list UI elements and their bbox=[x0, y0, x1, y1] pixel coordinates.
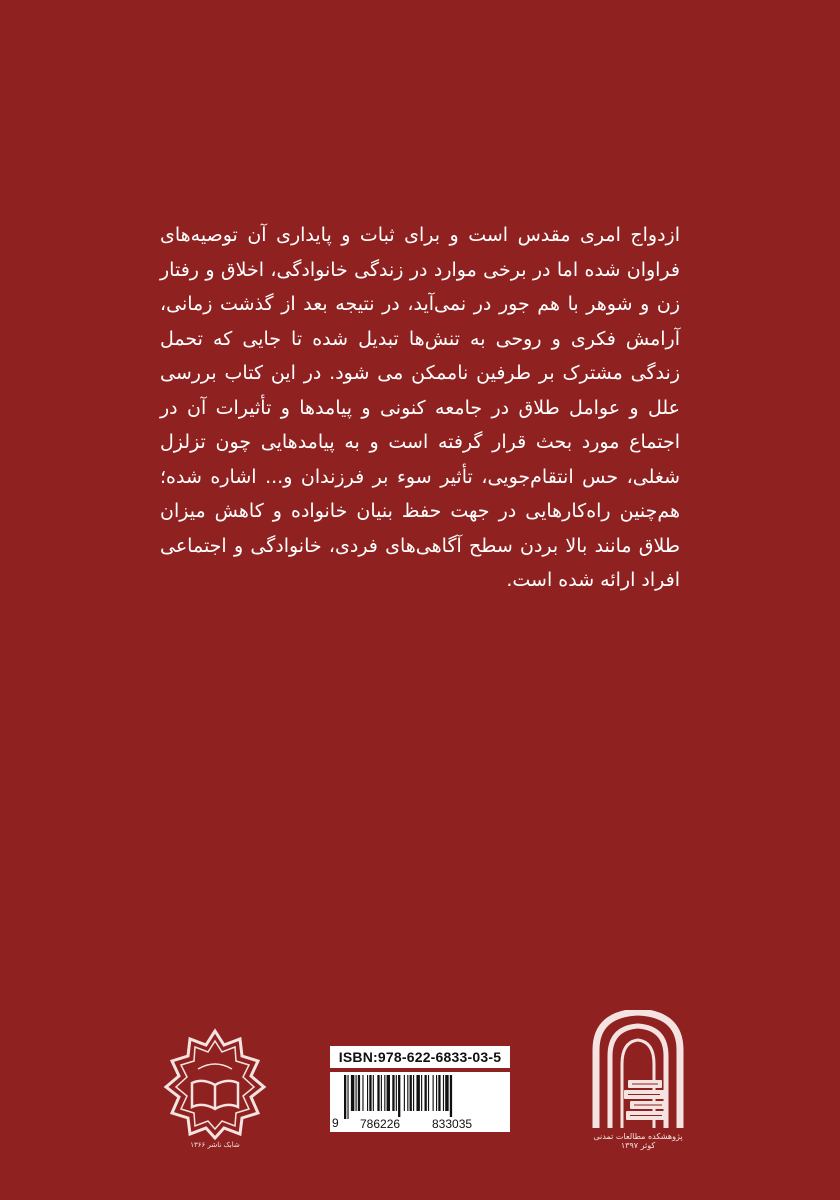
barcode-bar bbox=[445, 1075, 448, 1111]
barcode-bar bbox=[347, 1075, 348, 1119]
blurb-line: آرامش فکری و روحی به تنش‌ها تبدیل شده تا جایی که تحمل bbox=[160, 327, 680, 350]
barcode-bar bbox=[387, 1075, 390, 1111]
barcode-bar bbox=[392, 1075, 394, 1111]
back-cover-blurb bbox=[160, 218, 680, 598]
institute-caption: پژوهشکده مطالعات تمدنی کوثر ۱۳۹۷ bbox=[593, 1132, 683, 1150]
barcode-bar bbox=[443, 1075, 444, 1111]
barcode-bar bbox=[351, 1075, 354, 1111]
blurb-line: ازدواج امری مقدس است و برای ثبات و پایداری آن توصیه‌های bbox=[160, 224, 680, 246]
book-seal-icon bbox=[160, 1025, 270, 1141]
blurb-line: زندگی مشترک بر طرفین ناممکن می شود. در این کتاب بررسی bbox=[160, 362, 680, 384]
barcode-bar bbox=[377, 1075, 379, 1111]
barcode-bar bbox=[410, 1075, 412, 1111]
blurb-line: طلاق مانند بالا بردن سطح آگاهی‌های فردی، خانوادگی و اجتماعی bbox=[160, 534, 680, 557]
barcode-digit-group: 833035 bbox=[432, 1117, 473, 1131]
barcode bbox=[330, 1072, 510, 1132]
barcode-bar bbox=[421, 1075, 422, 1111]
isbn-barcode bbox=[330, 1046, 510, 1132]
barcode-bar bbox=[369, 1075, 371, 1111]
barcode-bar bbox=[356, 1075, 357, 1111]
barcode-bar bbox=[381, 1075, 382, 1111]
barcode-bar bbox=[407, 1075, 408, 1111]
institute-logo bbox=[588, 1010, 688, 1160]
barcode-bar bbox=[344, 1075, 346, 1119]
barcode-bar bbox=[433, 1075, 434, 1111]
barcode-bar bbox=[404, 1075, 405, 1111]
blurb-line: زن و شوهر با هم جور در نمی‌آید، در نتیجه بعد از گذشت زمانی، bbox=[160, 293, 680, 315]
isbn-label: ISBN:978-622-6833-03-5 bbox=[330, 1046, 510, 1068]
barcode-bar bbox=[416, 1075, 419, 1111]
barcode-bar bbox=[428, 1075, 429, 1111]
blurb-line: افراد ارائه شده است. bbox=[506, 569, 680, 591]
blurb-line: علل و عوامل طلاق در جامعه کنونی و پیامدها و تأثیرات آن در bbox=[160, 396, 680, 419]
barcode-bar bbox=[413, 1075, 414, 1111]
barcode-bar bbox=[362, 1075, 363, 1111]
blurb-line: فراوان شده اما در برخی موارد در زندگی خانوادگی، اخلاق و رفتار bbox=[160, 258, 680, 281]
barcode-digit-group: 786226 bbox=[360, 1117, 401, 1131]
barcode-bar bbox=[373, 1075, 374, 1111]
barcode-bar bbox=[436, 1075, 437, 1111]
barcode-bar bbox=[396, 1075, 397, 1111]
blurb-line: شغلی، حس انتقام‌جویی، تأثیر سوء بر فرزندان و... اشاره شده؛ bbox=[160, 465, 680, 488]
barcode-bar bbox=[438, 1075, 440, 1111]
barcode-bar bbox=[450, 1075, 452, 1119]
barcode-bar bbox=[358, 1075, 360, 1111]
arch-books-icon bbox=[588, 1010, 688, 1130]
barcode-bar bbox=[384, 1075, 385, 1111]
barcode-bars bbox=[334, 1075, 506, 1119]
publisher-logo bbox=[160, 1025, 270, 1155]
publisher-caption: شابک ناشر ۱۳۶۶ bbox=[190, 1141, 240, 1149]
blurb-line: هم‌چنین راه‌کارهایی در جهت حفظ بنیان خانواده و کاهش میزان bbox=[160, 500, 680, 522]
barcode-bar bbox=[367, 1075, 368, 1111]
blurb-line: اجتماع مورد بحث قرار گرفته است و به پیامدهایی چون تزلزل bbox=[160, 431, 680, 453]
barcode-bar bbox=[425, 1075, 427, 1111]
barcode-first-digit: 9 bbox=[332, 1116, 339, 1130]
barcode-bar bbox=[398, 1075, 400, 1119]
